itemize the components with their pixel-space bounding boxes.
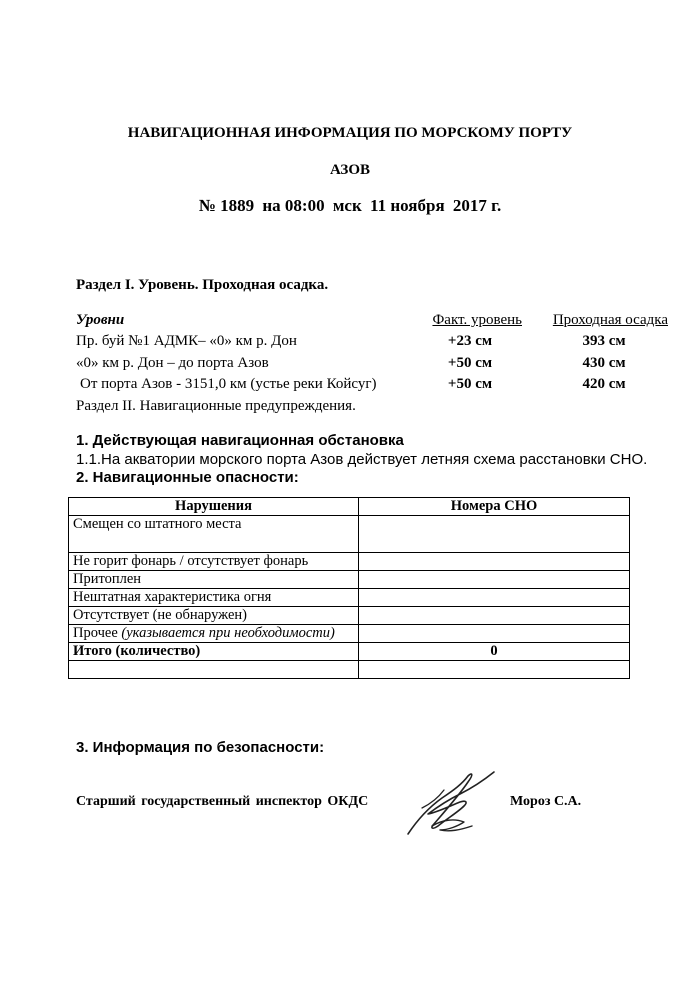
hazard-value <box>359 589 630 607</box>
total-value: 0 <box>359 643 630 661</box>
table-row <box>69 625 630 643</box>
level-row-draft: 393 см <box>582 333 626 349</box>
section2-heading: Раздел II. Навигационные предупреждения. <box>76 398 356 414</box>
table-row <box>69 516 630 553</box>
port-name: АЗОВ <box>329 162 371 178</box>
hazards-table <box>68 497 630 679</box>
numbers-col-header: Номера СНО <box>359 498 630 516</box>
total-label: Итого (количество) <box>69 643 359 661</box>
level-row-draft: 420 см <box>582 376 626 392</box>
hazard-value <box>359 571 630 589</box>
level-row-fact: +50 см <box>447 355 493 371</box>
signer-name: Мороз С.А. <box>510 794 582 809</box>
signer-position: Старший государственный инспектор ОКДС <box>76 794 369 809</box>
level-row-fact: +50 см <box>447 376 493 392</box>
section1-heading: Раздел I. Уровень. Проходная осадка. <box>76 277 329 293</box>
table-row <box>69 571 630 589</box>
violations-col-header: Нарушения <box>69 498 359 516</box>
hazard-label: Отсутствует (не обнаружен) <box>69 607 359 625</box>
subsection2-heading: 2. Навигационные опасности: <box>76 469 299 486</box>
hazard-label: Притоплен <box>69 571 359 589</box>
hazard-label: Нештатная характеристика огня <box>69 589 359 607</box>
empty-cell <box>359 661 630 679</box>
level-row-draft: 430 см <box>582 355 626 371</box>
subsection1-heading: 1. Действующая навигационная обстановка <box>76 432 404 449</box>
bulletin-tz: мск <box>332 196 362 215</box>
table-row <box>69 589 630 607</box>
level-row-name: Пр. буй №1 АДМК– «0» км р. Дон <box>76 333 297 349</box>
bulletin-date: 11 ноября <box>370 196 445 215</box>
hazard-value <box>359 607 630 625</box>
total-row <box>69 643 630 661</box>
doc-title: НАВИГАЦИОННАЯ ИНФОРМАЦИЯ ПО МОРСКОМУ ПОРТУ <box>127 125 573 141</box>
bulletin-number: № 1889 <box>198 196 255 215</box>
hazard-value <box>359 516 630 553</box>
fact-col-header: Факт. уровень <box>432 312 522 328</box>
bulletin-line <box>0 196 700 216</box>
level-row-name: «0» км р. Дон – до порта Азов <box>76 355 269 371</box>
bulletin-time: на 08:00 <box>262 196 325 215</box>
hazard-other-note: (указывается при необходимости) <box>121 625 335 641</box>
empty-cell <box>69 661 359 679</box>
level-row-name: От порта Азов - 3151,0 км (устье реки Койсуг) <box>80 376 377 392</box>
handwritten-signature <box>402 768 502 840</box>
draft-col-header: Проходная осадка <box>552 312 668 328</box>
empty-row <box>69 661 630 679</box>
subsection1-text: 1.1.На акватории морского порта Азов действует летняя схема расстановки СНО. <box>76 451 648 468</box>
level-row-fact: +23 см <box>447 333 493 349</box>
hazard-label: Смещен со штатного места <box>69 516 359 553</box>
section3-heading: 3. Информация по безопасности: <box>76 739 325 756</box>
table-row <box>69 607 630 625</box>
table-row <box>69 553 630 571</box>
hazard-label: Не горит фонарь / отсутствует фонарь <box>69 553 359 571</box>
hazard-other-label: Прочее <box>73 625 122 641</box>
levels-col-header: Уровни <box>76 312 125 328</box>
hazard-value <box>359 553 630 571</box>
bulletin-year: 2017 г. <box>452 196 502 215</box>
hazard-other-cell <box>69 625 359 643</box>
hazard-value <box>359 625 630 643</box>
